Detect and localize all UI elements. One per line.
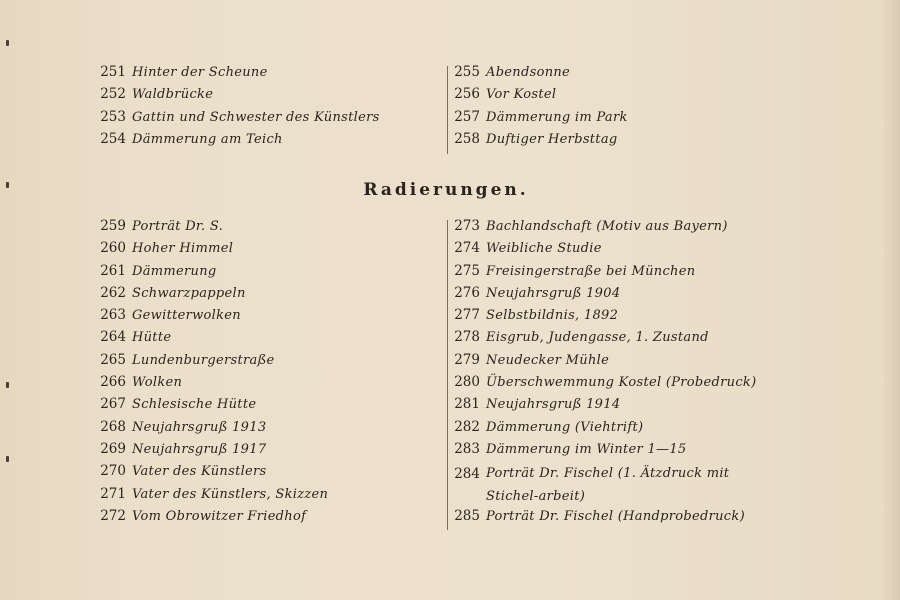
item-title: Selbstbildnis, 1892 (486, 308, 619, 324)
item-title: Gewitterwolken (132, 308, 241, 324)
top-list-left-column (96, 64, 436, 153)
item-title: Freisingerstraße bei München (486, 263, 696, 279)
item-title: Waldbrücke (132, 87, 214, 103)
item-number: 274 (454, 240, 480, 257)
list-item (450, 329, 810, 351)
item-title: Überschwemmung Kostel (Probedruck) (486, 375, 757, 391)
item-number: 283 (454, 440, 480, 457)
etchings-right-column (450, 218, 810, 530)
item-number: 267 (100, 396, 126, 413)
item-title: Dämmerung (Viehtrift) (486, 419, 644, 435)
list-item (96, 352, 436, 374)
item-number: 279 (454, 351, 480, 368)
item-title: Neujahrsgruß 1917 (132, 441, 267, 457)
item-number: 264 (100, 329, 126, 346)
list-item (450, 419, 810, 441)
item-number: 254 (100, 130, 126, 147)
item-title: Vater des Künstlers (132, 464, 267, 480)
item-number: 269 (100, 440, 126, 457)
item-number: 252 (100, 86, 126, 103)
item-number: 281 (454, 396, 480, 413)
item-number: 256 (454, 86, 480, 103)
list-item (96, 486, 436, 508)
list-item (450, 263, 810, 285)
item-title: Bachlandschaft (Motiv aus Bayern) (486, 219, 728, 234)
item-title: Wolken (132, 375, 183, 391)
item-title: Neujahrsgruß 1914 (486, 397, 621, 413)
top-list-right-column (450, 64, 810, 153)
item-title: Vor Kostel (486, 87, 557, 103)
section-heading (0, 180, 900, 200)
item-number: 261 (100, 262, 126, 279)
list-item (96, 508, 436, 530)
list-item (96, 263, 436, 285)
list-item (450, 441, 810, 463)
item-title: Porträt Dr. Fischel (Handprobedruck) (486, 508, 745, 524)
item-number: 271 (100, 485, 126, 502)
item-title: Neudecker Mühle (486, 352, 610, 368)
item-title: Vom Obrowitzer Friedhof (132, 508, 307, 524)
item-title: Hinter der Scheune (132, 65, 268, 80)
item-number: 258 (454, 130, 480, 147)
list-item (96, 374, 436, 396)
list-item (96, 240, 436, 262)
list-item (450, 240, 810, 262)
item-number: 259 (100, 218, 126, 234)
item-number: 255 (454, 64, 480, 80)
item-number: 285 (454, 507, 480, 524)
list-item (450, 352, 810, 374)
item-number: 272 (100, 507, 126, 524)
item-number: 268 (100, 418, 126, 435)
list-item (96, 285, 436, 307)
list-item (96, 463, 436, 485)
item-number: 278 (454, 329, 480, 346)
item-number: 251 (100, 64, 126, 80)
item-title: Lundenburgerstraße (132, 352, 275, 368)
column-divider (447, 66, 448, 154)
item-title: Schlesische Hütte (132, 397, 257, 413)
list-item (96, 419, 436, 441)
item-title: Duftiger Herbsttag (486, 131, 618, 147)
list-item (450, 463, 810, 508)
item-number: 266 (100, 374, 126, 391)
item-title: Dämmerung im Park (486, 109, 628, 125)
list-item (450, 86, 810, 108)
item-number: 257 (454, 108, 480, 125)
item-number: 277 (454, 307, 480, 324)
list-item (450, 109, 810, 131)
list-item (96, 441, 436, 463)
list-item (450, 131, 810, 153)
top-list (0, 64, 900, 154)
item-number: 273 (454, 218, 480, 234)
etchings-left-column (96, 218, 436, 530)
item-number: 262 (100, 284, 126, 301)
list-item (96, 218, 436, 240)
item-number: 280 (454, 374, 480, 391)
list-item (96, 131, 436, 153)
list-item (96, 307, 436, 329)
list-item (450, 396, 810, 418)
item-title: Dämmerung am Teich (132, 131, 283, 147)
list-item (450, 285, 810, 307)
item-title: Vater des Künstlers, Skizzen (132, 486, 329, 502)
item-title: Hoher Himmel (132, 241, 234, 257)
item-title: Schwarzpappeln (132, 285, 246, 301)
item-number: 253 (100, 108, 126, 125)
item-title: Gattin und Schwester des Künstlers (132, 109, 380, 125)
item-title: Hütte (132, 330, 172, 346)
item-title: Eisgrub, Judengasse, 1. Zustand (486, 330, 709, 346)
item-title: Porträt Dr. Fischel (1. Ätzdruck mit Stichel-arbeit) (486, 466, 730, 504)
list-item (450, 374, 810, 396)
list-item (450, 508, 810, 530)
list-item (96, 86, 436, 108)
binding-mark (6, 40, 9, 46)
item-title: Neujahrsgruß 1904 (486, 285, 621, 301)
column-divider (447, 220, 448, 530)
item-number: 265 (100, 351, 126, 368)
item-number: 275 (454, 262, 480, 279)
list-item (450, 307, 810, 329)
item-number: 263 (100, 307, 126, 324)
item-title: Weibliche Studie (486, 241, 602, 257)
item-number: 270 (100, 463, 126, 480)
item-title: Porträt Dr. S. (132, 219, 224, 234)
item-title: Dämmerung im Winter 1—15 (486, 441, 687, 457)
item-number: 276 (454, 284, 480, 301)
item-title: Abendsonne (486, 65, 571, 80)
item-title: Neujahrsgruß 1913 (132, 419, 267, 435)
item-number: 260 (100, 240, 126, 257)
list-item (96, 109, 436, 131)
list-item (96, 329, 436, 351)
item-number: 284 (454, 466, 480, 483)
list-item (96, 396, 436, 418)
list-item (450, 218, 810, 240)
item-title: Dämmerung (132, 263, 217, 279)
list-item (96, 64, 436, 86)
list-item (450, 64, 810, 86)
section-heading-text: Radierungen. (363, 180, 529, 200)
etchings-list (0, 218, 900, 538)
item-number: 282 (454, 418, 480, 435)
